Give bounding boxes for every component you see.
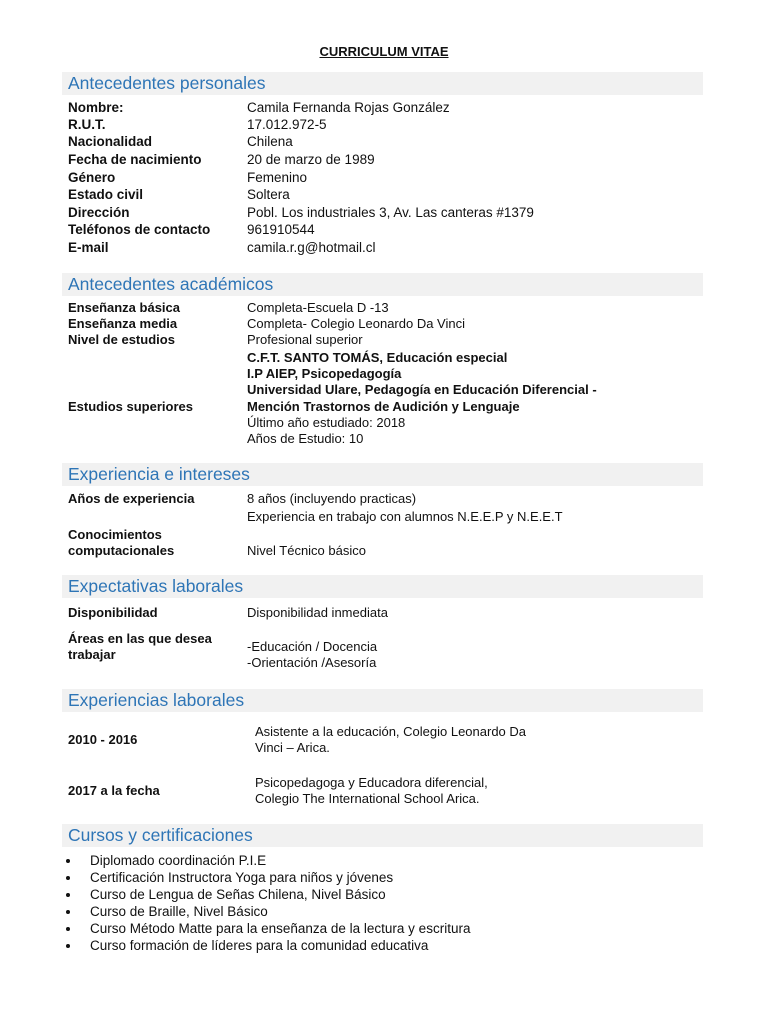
field-label: Enseñanza media xyxy=(68,316,178,331)
field-label: Áreas en las que desea xyxy=(68,631,212,646)
course-text: Curso formación de líderes para la comunidad educativa xyxy=(90,938,429,953)
field-value: Experiencia en trabajo con alumnos N.E.E.P y N.E.E.T xyxy=(247,509,563,524)
field-label: Dirección xyxy=(68,205,130,220)
bullet-icon xyxy=(66,893,70,897)
job-description: Colegio The International School Arica. xyxy=(255,791,480,806)
field-value: 17.012.972-5 xyxy=(247,117,327,132)
bullet-icon xyxy=(66,910,70,914)
field-label: Disponibilidad xyxy=(68,605,158,620)
bullet-icon xyxy=(66,927,70,931)
field-label: Conocimientos xyxy=(68,527,162,542)
field-value: Disponibilidad inmediata xyxy=(247,605,388,620)
field-label: computacionales xyxy=(68,543,175,558)
field-value: Universidad Ulare, Pedagogía en Educación Diferencial - xyxy=(247,382,597,397)
field-value: -Educación / Docencia xyxy=(247,639,378,654)
field-value: 8 años (incluyendo practicas) xyxy=(247,491,417,506)
section-experience xyxy=(62,463,703,486)
document-title: CURRICULUM VITAE xyxy=(319,44,449,59)
course-text: Curso Método Matte para la enseñanza de la lectura y escritura xyxy=(90,921,471,936)
list-item xyxy=(62,937,470,954)
course-text: Certificación Instructora Yoga para niños y jóvenes xyxy=(90,870,394,885)
field-value: Último año estudiado: 2018 xyxy=(247,415,406,430)
list-item xyxy=(62,869,470,886)
section-heading: Cursos y certificaciones xyxy=(68,825,253,845)
section-personal xyxy=(62,72,703,95)
section-expectations xyxy=(62,575,703,598)
course-text: Curso de Braille, Nivel Básico xyxy=(90,904,268,919)
field-label: Años de experiencia xyxy=(68,491,195,506)
field-value: Completa- Colegio Leonardo Da Vinci xyxy=(247,316,465,331)
field-value: -Orientación /Asesoría xyxy=(247,655,377,670)
list-item xyxy=(62,852,470,869)
job-period: 2010 - 2016 xyxy=(68,732,138,747)
field-value: Camila Fernanda Rojas González xyxy=(247,100,450,115)
field-label: Enseñanza básica xyxy=(68,300,180,315)
field-label: trabajar xyxy=(68,647,116,662)
field-label: R.U.T. xyxy=(68,117,106,132)
bullet-icon xyxy=(66,944,70,948)
list-item xyxy=(62,886,470,903)
field-value: Mención Trastornos de Audición y Lenguaje xyxy=(247,399,520,414)
bullet-icon xyxy=(66,859,70,863)
field-label: Nivel de estudios xyxy=(68,332,175,347)
courses-list xyxy=(62,852,470,954)
bullet-icon xyxy=(66,876,70,880)
field-value: Años de Estudio: 10 xyxy=(247,431,364,446)
job-description: Asistente a la educación, Colegio Leonardo Da xyxy=(255,724,527,739)
section-heading: Antecedentes personales xyxy=(68,73,266,93)
field-label: Fecha de nacimiento xyxy=(68,152,202,167)
field-value: Soltera xyxy=(247,187,290,202)
section-academic xyxy=(62,273,703,296)
field-value: Profesional superior xyxy=(247,332,363,347)
section-courses xyxy=(62,824,703,847)
field-value: 961910544 xyxy=(247,222,315,237)
field-label: Nacionalidad xyxy=(68,134,153,149)
field-value: I.P AIEP, Psicopedagogía xyxy=(247,366,402,381)
list-item xyxy=(62,903,470,920)
course-text: Diplomado coordinación P.I.E xyxy=(90,853,267,868)
job-period: 2017 a la fecha xyxy=(68,783,160,798)
section-jobs xyxy=(62,689,703,712)
field-label: Teléfonos de contacto xyxy=(68,222,211,237)
field-label: E-mail xyxy=(68,240,109,255)
field-value: 20 de marzo de 1989 xyxy=(247,152,375,167)
list-item xyxy=(62,920,470,937)
field-value: Completa-Escuela D -13 xyxy=(247,300,389,315)
section-heading: Antecedentes académicos xyxy=(68,274,274,294)
field-value: Femenino xyxy=(247,170,308,185)
email-link[interactable]: camila.r.g@hotmail.cl xyxy=(247,240,376,255)
course-text: Curso de Lengua de Señas Chilena, Nivel Básico xyxy=(90,887,386,902)
field-value: Chilena xyxy=(247,134,293,149)
section-heading: Expectativas laborales xyxy=(68,576,244,596)
field-label: Estudios superiores xyxy=(68,399,193,414)
field-value: Pobl. Los industriales 3, Av. Las canteras #1379 xyxy=(247,205,534,220)
field-label: Género xyxy=(68,170,116,185)
field-label: Nombre: xyxy=(68,100,124,115)
job-description: Vinci – Arica. xyxy=(255,740,330,755)
section-heading: Experiencias laborales xyxy=(68,690,245,710)
field-label: Estado civil xyxy=(68,187,144,202)
section-heading: Experiencia e intereses xyxy=(68,464,250,484)
field-value: Nivel Técnico básico xyxy=(247,543,366,558)
job-description: Psicopedagoga y Educadora diferencial, xyxy=(255,775,488,790)
field-value: C.F.T. SANTO TOMÁS, Educación especial xyxy=(247,350,508,365)
